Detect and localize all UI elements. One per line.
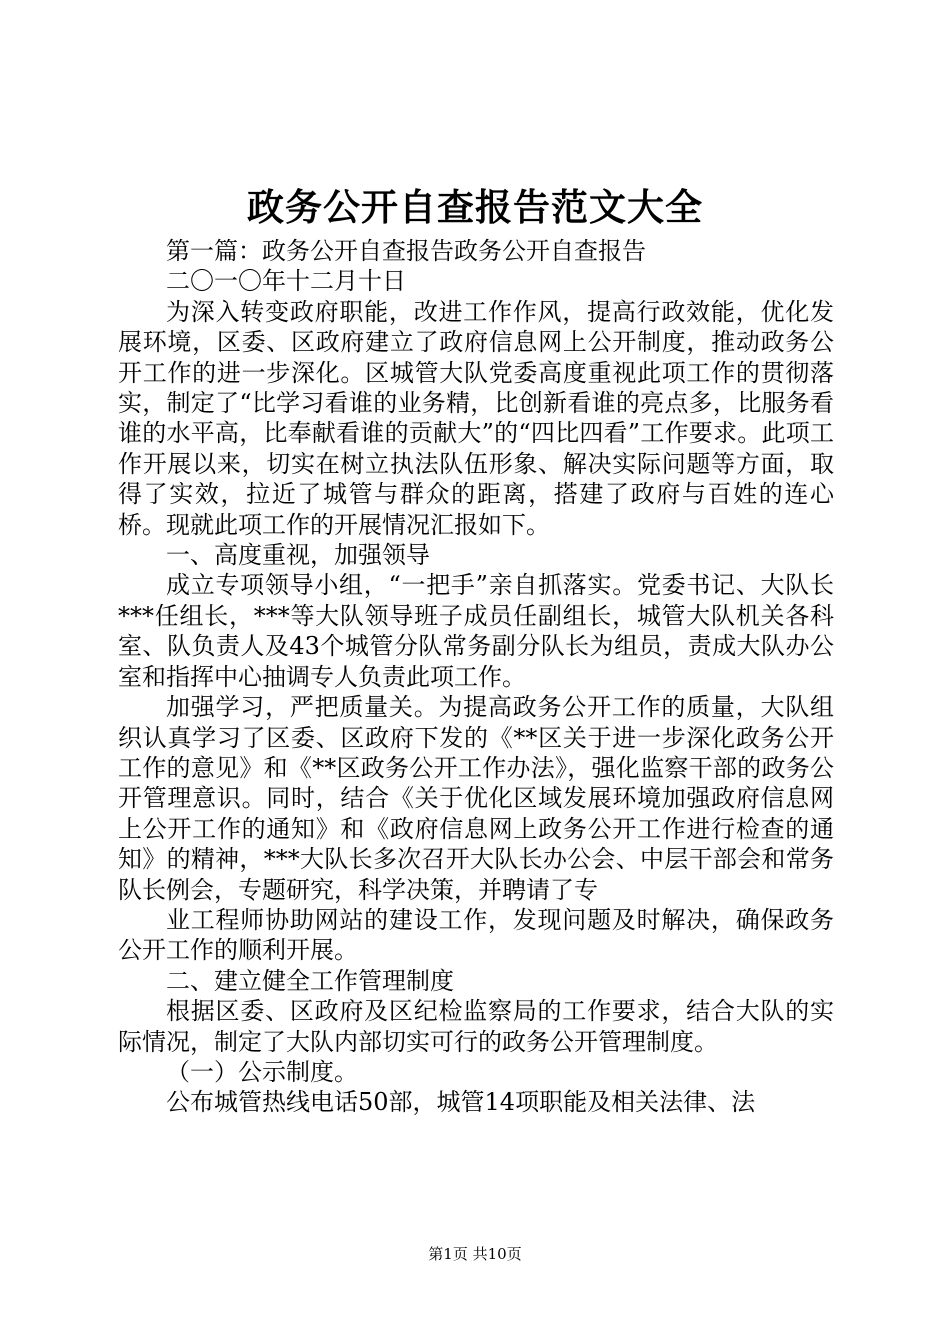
subsection-heading-1: （一）公示制度。 — [166, 1057, 358, 1086]
paragraph-study: 加强学习，严把质量关。为提高政务公开工作的质量，大队组织认真学习了区委、区政府下发的《**区关于进一步深化政务公开工作的意见》和《**区政务公开工作办法》，强化监察干部的政务公开管理意识。同时，结合《关于优化区域发展环境加强政府信息网上公开工作的通知》和《政府信息网上政务公开工作进行检查的通知》的精神，***大队长多次召开大队长办公会、中层干部会和常务队长例会，专题研究，科学决策，并聘请了专 — [118, 693, 834, 904]
page-footer: 第1页 共10页 — [428, 1245, 522, 1263]
paragraph-system: 根据区委、区政府及区纪检监察局的工作要求，结合大队的实际情况，制定了大队内部切实可行的政务公开管理制度。 — [118, 997, 834, 1056]
paragraph-engineer: 业工程师协助网站的建设工作，发现问题及时解决，确保政务公开工作的顺利开展。 — [118, 905, 834, 965]
paragraph-date: 二〇一〇年十二月十日 — [166, 267, 406, 296]
section-heading-1: 一、高度重视，加强领导 — [166, 541, 430, 570]
paragraph-leadership: 成立专项领导小组，“一把手”亲自抓落实。党委书记、大队长***任组长，***等大队领导班子成员任副组长，城管大队机关各科室、队负责人及43个城管分队常务副分队长为组员，责成大队办公室和指挥中心抽调专人负责此项工作。 — [118, 571, 834, 691]
document-body — [118, 236, 834, 1118]
paragraph-intro: 为深入转变政府职能，改进工作作风，提高行政效能，优化发展环境，区委、区政府建立了政府信息网上公开制度，推动政务公开工作的进一步深化。区城管大队党委高度重视此项工作的贯彻落实，制定了“比学习看谁的业务精，比创新看谁的亮点多，比服务看谁的水平高，比奉献看谁的贡献大”的“四比四看”工作要求。此项工作开展以来，切实在树立执法队伍形象、解决实际问题等方面，取得了实效，拉近了城管与群众的距离，搭建了政府与百姓的连心桥。现就此项工作的开展情况汇报如下。 — [118, 297, 834, 539]
section-heading-2: 二、建立健全工作管理制度 — [166, 966, 454, 995]
document-title: 政务公开自查报告范文大全 — [247, 185, 703, 229]
paragraph-heading-first: 第一篇：政务公开自查报告政务公开自查报告 — [166, 237, 646, 265]
paragraph-publicity: 公布城管热线电话50部，城管14项职能及相关法律、法 — [166, 1088, 756, 1117]
